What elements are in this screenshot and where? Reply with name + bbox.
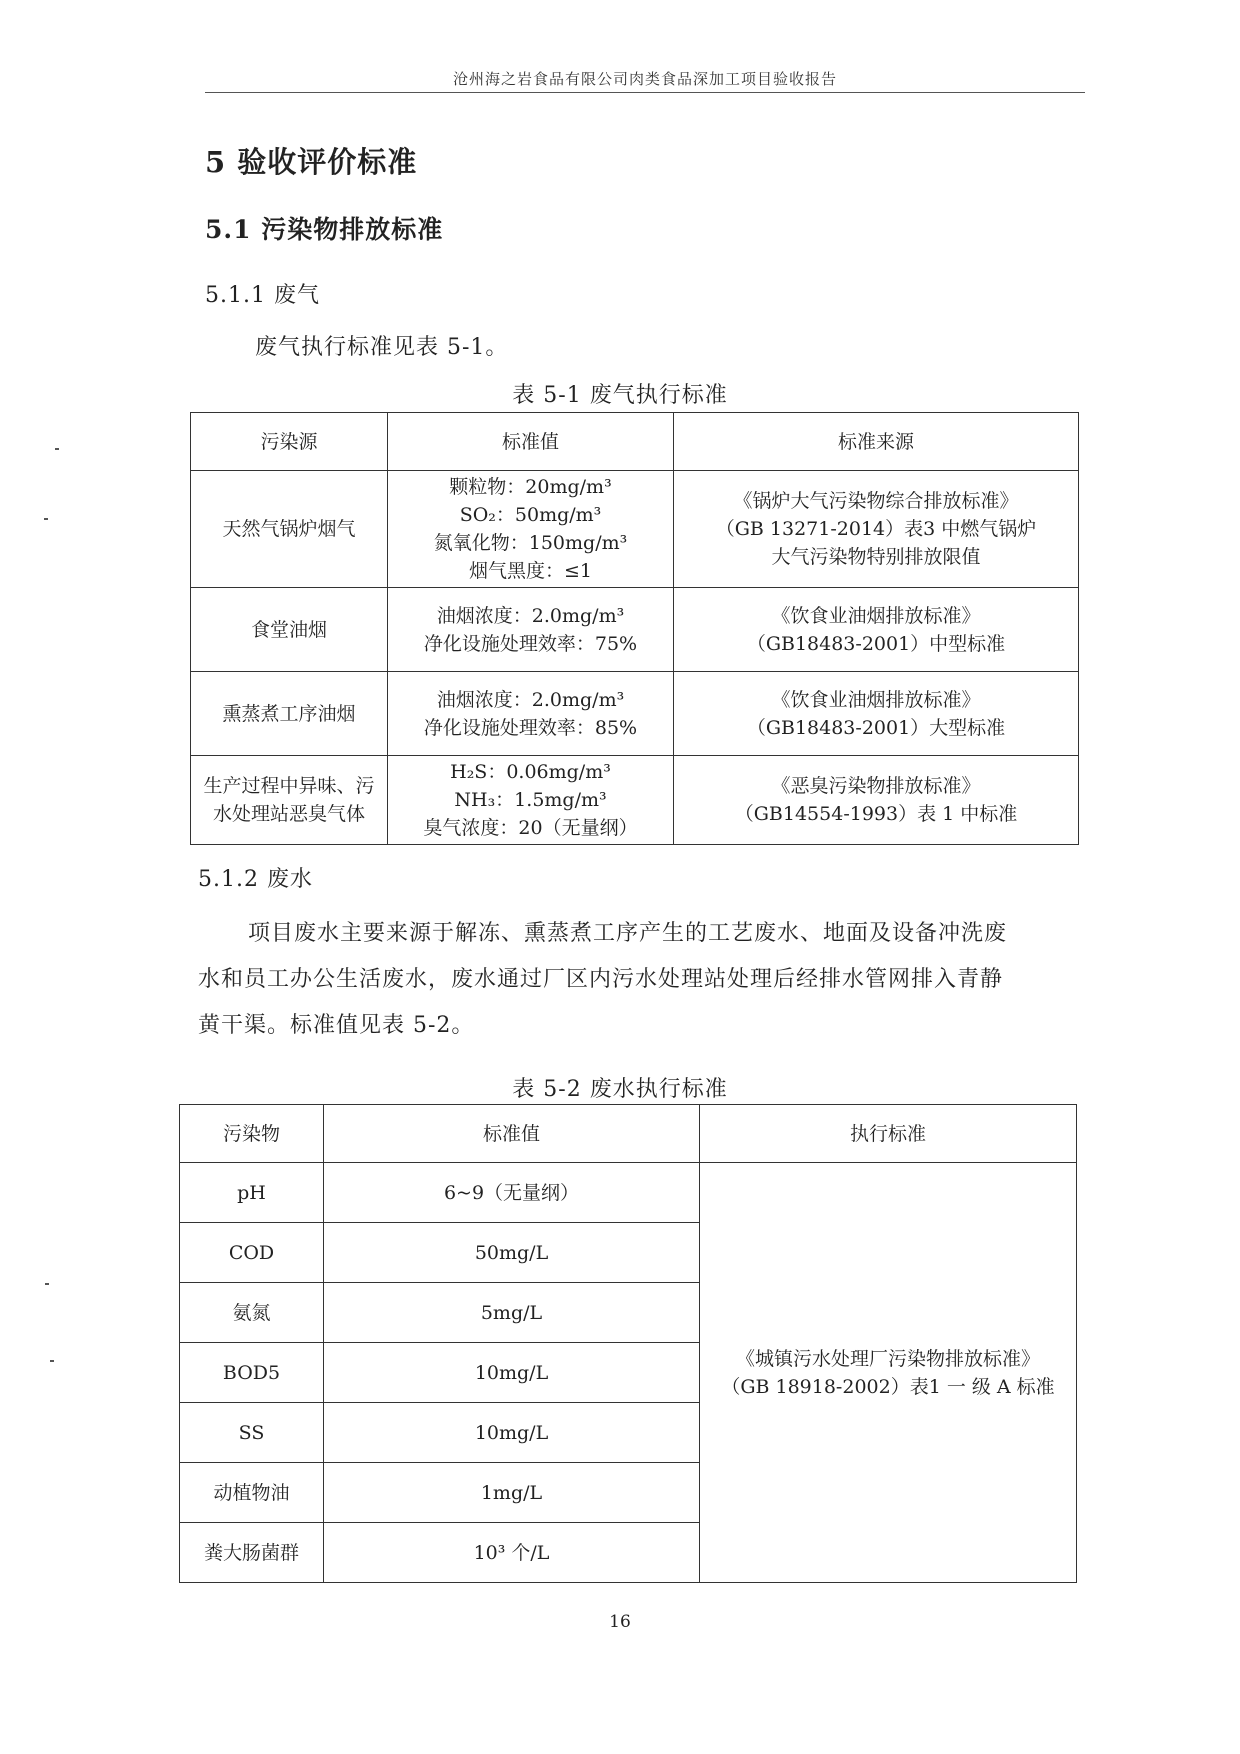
cell-line: 油烟浓度：2.0mg/m³ (436, 604, 625, 627)
standard-value-cell: 5mg/L (324, 1283, 700, 1343)
cell-line: 熏蒸煮工序油烟 (222, 702, 356, 725)
cell-line: （GB 18918-2002）表1 一 级 A 标准 (721, 1375, 1055, 1398)
waste-gas-heading: 5.1.1 废气 (205, 283, 320, 308)
standard-source-cell (674, 756, 1079, 845)
column-header: 标准来源 (674, 413, 1079, 471)
cell-line: 食堂油烟 (250, 618, 327, 641)
cell-line: 臭气浓度：20（无量纲） (423, 817, 638, 839)
column-header: 污染源 (191, 413, 388, 471)
standard-value-cell: 1mg/L (324, 1463, 700, 1523)
cell-line: （GB14554-1993）表 1 中标准 (734, 803, 1018, 825)
waste-gas-intro: 废气执行标准见表 5-1。 (255, 335, 509, 360)
table-header-row (191, 413, 1079, 471)
cell-line: 《锅炉大气污染物综合排放标准》 (733, 490, 1019, 512)
waste-water-paragraph-line: 黄干渠。标准值见表 5-2。 (198, 1013, 475, 1038)
table-row (180, 1163, 1077, 1223)
column-header: 污染物 (180, 1105, 324, 1163)
standard-value-cell (388, 756, 674, 845)
cell-line: 水处理站恶臭气体 (212, 803, 365, 825)
pollutant-cell: pH (180, 1163, 324, 1223)
column-header: 执行标准 (700, 1105, 1077, 1163)
cell-line: 生产过程中异味、污 (203, 775, 375, 797)
cell-line: 净化设施处理效率：85% (423, 716, 638, 739)
cell-line: NH₃：1.5mg/m³ (454, 789, 607, 811)
execution-standard-cell (700, 1163, 1077, 1583)
cell-line: 净化设施处理效率：75% (423, 632, 638, 655)
table-header-row (180, 1105, 1077, 1163)
cell-line: 烟气黑度：≤1 (468, 560, 592, 582)
running-header: 沧州海之岩食品有限公司肉类食品深加工项目验收报告 (452, 70, 837, 88)
scan-speck (44, 518, 48, 520)
table-row (191, 756, 1079, 845)
pollutant-cell: 动植物油 (180, 1463, 324, 1523)
pollution-source-cell (191, 672, 388, 756)
standard-value-cell: 10mg/L (324, 1343, 700, 1403)
table-5-1-caption: 表 5-1 废气执行标准 (512, 383, 728, 408)
column-header: 标准值 (324, 1105, 700, 1163)
standard-value-cell: 50mg/L (324, 1223, 700, 1283)
table-row (191, 471, 1079, 588)
standard-value-cell (388, 471, 674, 588)
pollutant-cell: 氨氮 (180, 1283, 324, 1343)
cell-line: 氮氧化物：150mg/m³ (433, 532, 628, 554)
scan-speck (45, 1283, 49, 1285)
standard-value-cell: 6~9（无量纲） (324, 1163, 700, 1223)
waste-water-table (179, 1104, 1077, 1583)
cell-line: （GB18483-2001）大型标准 (746, 716, 1006, 739)
table-5-2-caption: 表 5-2 废水执行标准 (512, 1077, 728, 1102)
waste-water-heading: 5.1.2 废水 (198, 867, 313, 892)
waste-gas-table (190, 412, 1079, 845)
subsection-heading: 5.1 污染物排放标准 (205, 215, 444, 244)
section-heading: 5 验收评价标准 (205, 145, 418, 179)
cell-line: （GB 13271-2014）表3 中燃气锅炉 (715, 518, 1037, 540)
standard-source-cell (674, 588, 1079, 672)
cell-line: 油烟浓度：2.0mg/m³ (436, 688, 625, 711)
waste-water-paragraph-line: 项目废水主要来源于解冻、熏蒸煮工序产生的工艺废水、地面及设备冲洗废 (248, 921, 1008, 946)
standard-value-cell (388, 588, 674, 672)
pollutant-cell: SS (180, 1403, 324, 1463)
cell-line: 《饮食业油烟排放标准》 (771, 688, 981, 711)
cell-line: 《饮食业油烟排放标准》 (771, 604, 981, 627)
standard-value-cell: 10³ 个/L (324, 1523, 700, 1583)
cell-line: H₂S：0.06mg/m³ (450, 761, 611, 783)
table-row (191, 672, 1079, 756)
standard-value-cell: 10mg/L (324, 1403, 700, 1463)
standard-source-cell (674, 672, 1079, 756)
pollution-source-cell (191, 471, 388, 588)
pollution-source-cell (191, 588, 388, 672)
cell-line: SO₂：50mg/m³ (459, 504, 602, 526)
standard-value-cell (388, 672, 674, 756)
cell-line: （GB18483-2001）中型标准 (746, 632, 1006, 655)
pollutant-cell: 粪大肠菌群 (180, 1523, 324, 1583)
cell-line: 《城镇污水处理厂污染物排放标准》 (735, 1347, 1040, 1370)
cell-line: 天然气锅炉烟气 (222, 518, 356, 540)
pollution-source-cell (191, 756, 388, 845)
scan-speck (50, 1360, 54, 1362)
pollutant-cell: BOD5 (180, 1343, 324, 1403)
cell-line: 颗粒物：20mg/m³ (449, 476, 612, 498)
cell-line: 大气污染物特别排放限值 (771, 546, 981, 568)
page-number: 16 (609, 1612, 631, 1632)
cell-line: 《恶臭污染物排放标准》 (771, 775, 981, 797)
column-header: 标准值 (388, 413, 674, 471)
standard-source-cell (674, 471, 1079, 588)
header-rule (205, 92, 1085, 93)
scan-speck (55, 448, 59, 450)
pollutant-cell: COD (180, 1223, 324, 1283)
waste-water-paragraph-line: 水和员工办公生活废水，废水通过厂区内污水处理站处理后经排水管网排入青静 (198, 967, 1004, 992)
table-row (191, 588, 1079, 672)
